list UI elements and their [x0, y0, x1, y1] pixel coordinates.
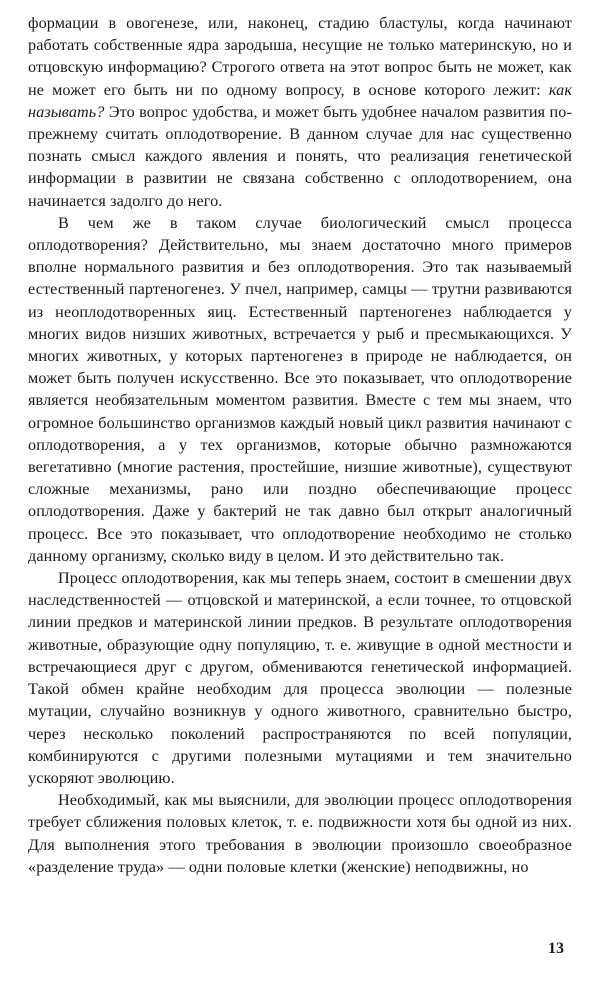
paragraph-1 [28, 12, 572, 212]
page-number: 13 [548, 940, 564, 957]
paragraph-1-text-before: формации в овогенезе, или, наконец, стадию бластулы, когда начинают работать собственные ядра зародыша, несущие не только материнскую, но и отцовскую информацию? Строгого ответа на этот вопрос быть не может, как не может его быть ни по одному вопросу, в основе которого лежит: [28, 14, 572, 99]
paragraph-1-emphasis: как называть? [28, 80, 572, 121]
paragraph-2: В чем же в таком случае биологический смысл процесса оплодотворения? Действительно, мы знаем достаточно много примеров вполне нормального развития и без оплодотворения. Это так называемый естественный партеногенез. У пчел, например, самцы — трутни развиваются из неоплодотворенных яиц. Естественный партеногенез наблюдается у многих видов низших животных, встречается у рыб и пресмыкающихся. У многих животных, у которых партеногенез в природе не наблюдается, он может быть получен искусственно. Все это показывает, что оплодотворение является необязательным моментом развития. Вместе с тем мы знаем, что огромное большинство организмов каждый новый цикл развития начинают с оплодотворения, а у тех организмов, которые обычно размножаются вегетативно (многие растения, простейшие, низшие животные), существуют сложные механизмы, рано или поздно обеспечивающие процесс оплодотворения. Даже у бактерий не так давно был открыт аналогичный процесс. Все это показывает, что оплодотворение необходимо не столько данному организму, сколько виду в целом. И это действительно так. [28, 213, 572, 565]
paragraph-3: Процесс оплодотворения, как мы теперь знаем, состоит в смешении двух наследственностей — отцовской и материнской, а если точнее, то отцовской линии предков и материнской линии предков. В результате оплодотворения животные, образующие одну популяцию, т. е. живущие в одной местности и встречающиеся друг с другом, обмениваются генетической информацией. Такой обмен крайне необходим для процесса эволюции — полезные мутации, случайно возникнув у одного животного, сравнительно быстро, через несколько поколений распространяются по всей популяции, комбинируются с другими полезными мутациями и тем значительно ускоряют эволюцию. [28, 569, 572, 787]
paragraph-4: Необходимый, как мы выяснили, для эволюции процесс оплодотворения требует сближения половых клеток, т. е. подвижности хотя бы одной из них. Для выполнения этого требования в эволюции произошло своеобразное «разделение труда» — одни половые клетки (женские) неподвижны, но [28, 791, 572, 876]
paragraph-1-text-after: Это вопрос удобства, и может быть удобнее началом развития по-прежнему считать оплодотворение. В данном случае для нас существенно познать смысл каждого явления и понять, что реализация генетической информации в развитии не связана собственно с оплодотворением, она начинается задолго до него. [28, 102, 572, 210]
page-body [28, 12, 572, 878]
